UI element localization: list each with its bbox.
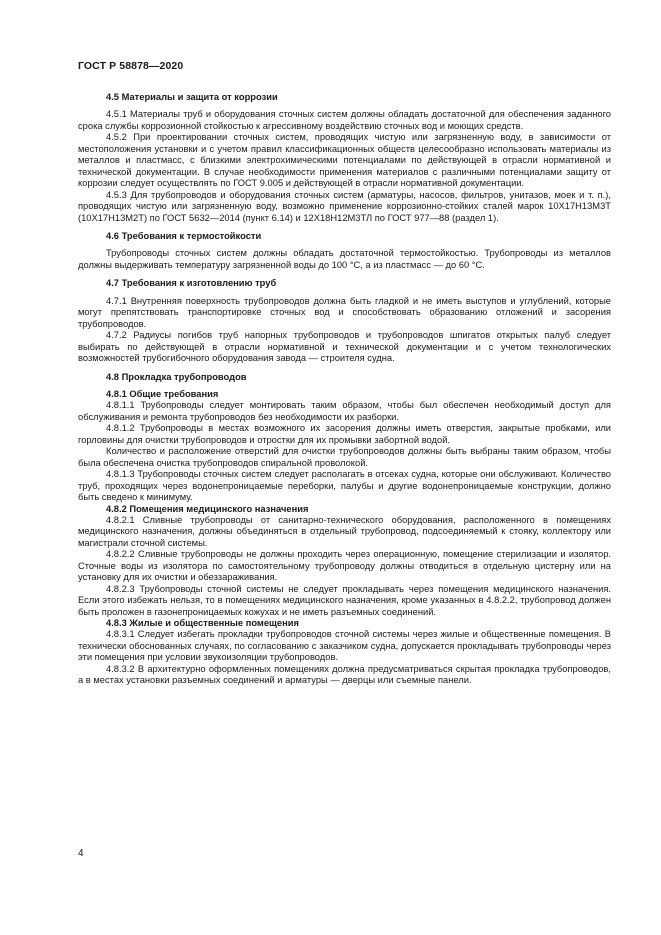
paragraph: 4.5.2 При проектировании сточных систем, проводящих чистую или загрязненную воду, в зависимости от местоположения установки и с учетом правил классификационных обществ целесообразно использовать материалы из металлов и пластмасс, с близкими электрохимическими потенциалами по действующей в отрасли нормативной и технической документации. В случае необходимости применения материалов с различными потенциалами защиту от коррозии следует осуществлять по ГОСТ 9.005 и действующей в отрасли нормативной документации. (78, 132, 611, 189)
section-heading: 4.6 Требования к термостойкости (106, 230, 262, 241)
section-gap (78, 365, 611, 372)
section-gap (78, 224, 611, 231)
document-body (78, 92, 611, 687)
paragraph: 4.5.1 Материалы труб и оборудования сточных систем должны обладать достаточной для обеспечения заданного срока службы коррозионной стойкостью к агрессивному воздействию сточных вод и моющих средств. (78, 109, 611, 131)
subsection-heading: 4.8.1 Общие требования (106, 388, 219, 399)
subsection-heading: 4.8.2 Помещения медицинского назначения (106, 503, 309, 514)
section-heading: 4.8 Прокладка трубопроводов (106, 371, 247, 382)
paragraph: 4.8.2.1 Сливные трубопроводы от санитарно-технического оборудования, расположенного в помещениях медицинского назначения, должны объединяться в отдельный трубопровод, подсоединяемый к стояку, коллектору или магистрали сточной системы. (78, 514, 611, 548)
paragraph: 4.8.1.1 Трубопроводы следует монтировать таким образом, чтобы был обеспечен необходимый доступ для обслуживания и ремонта трубопроводов без необходимости их разборки. (78, 400, 611, 422)
page-header: ГОСТ Р 58878—2020 (78, 60, 184, 72)
paragraph: 4.8.2.2 Сливные трубопроводы не должны проходить через операционную, помещение стерилизации и изолятор. Сточные воды из изолятора по самостоятельному трубопроводу должны отводиться в отдельную цистерну или на установку для их очистки и обеззараживания. (78, 549, 611, 583)
paragraph: 4.8.1.3 Трубопроводы сточных систем следует располагать в отсеках судна, которые они обслуживают. Количество труб, проходящих через водонепроницаемые переборки, палубы и другие водонепроницаемые конструкции, должно быть сведено к минимуму. (78, 469, 611, 503)
paragraph: Количество и расположение отверстий для очистки трубопроводов должны быть выбраны таким образом, чтобы была обеспечена очистка трубопроводов спиральной проволокой. (78, 446, 611, 468)
section-heading: 4.5 Материалы и защита от коррозии (106, 92, 278, 102)
paragraph: 4.8.1.2 Трубопроводы в местах возможного их засорения должны иметь отверстия, закрытые пробками, или горловины для очистки трубопроводов и отростки для их промывки забортной водой. (78, 423, 611, 445)
paragraph: 4.8.3.1 Следует избегать прокладки трубопроводов сточной системы через жилые и общественные помещения. В технически обоснованных случаях, по согласованию с заказчиком судна, допускается прокладывать трубопроводы через эти помещения при условии звукоизоляции трубопроводов. (78, 629, 611, 663)
paragraph: 4.8.3.2 В архитектурно оформленных помещениях должна предусматриваться скрытая прокладка трубопроводов, а в местах установки разъемных соединений и арматуры — дверцы или съемные панели. (78, 663, 611, 686)
subsection-heading: 4.8.3 Жилые и общественные помещения (106, 618, 299, 629)
paragraph: 4.5.3 Для трубопроводов и оборудования сточных систем (арматуры, насосов, фильтров, унитазов, моек и т. п.), проводящих чистую или загрязненную воду, возможно применение коррозионно-стойких сталей марок 10Х17Н13М3Т (10Х17Н13М2Т) по ГОСТ 5632—2014 (пункт 6.14) и 12Х18Н12М3ТЛ по ГОСТ 977—88 (раздел 1). (78, 189, 611, 223)
paragraph: 4.7.1 Внутренняя поверхность трубопроводов должна быть гладкой и не иметь выступов и углублений, которые могут препятствовать транспортировке сточных вод и способствовать образованию отложений и засорения трубопроводов. (78, 295, 611, 329)
paragraph: Трубопроводы сточных систем должны обладать достаточной термостойкостью. Трубопроводы из металлов должны выдерживать температуру загрязненной воды до 100 °С, а из пластмасс — до 60 °С. (78, 248, 611, 270)
section-heading: 4.7 Требования к изготовлению труб (106, 278, 277, 289)
paragraph: 4.8.2.3 Трубопроводы сточной системы не следует прокладывать через помещения медицинского назначения. Если этого избежать нельзя, то в помещениях медицинского назначения, кроме указанных в 4.8.2.2, трубопровод должен быть проложен в газонепроницаемых кожухах и не иметь разъемных соединений. (78, 583, 611, 617)
section-gap (78, 271, 611, 278)
page-number: 4 (78, 848, 84, 859)
paragraph: 4.7.2 Радиусы погибов труб напорных трубопроводов и трубопроводов шпигатов открытых палуб следует выбирать по действующей в отрасли нормативной и технической документации и с учетом технологических возможностей трубогибочного оборудования завода — строителя судна. (78, 330, 611, 364)
